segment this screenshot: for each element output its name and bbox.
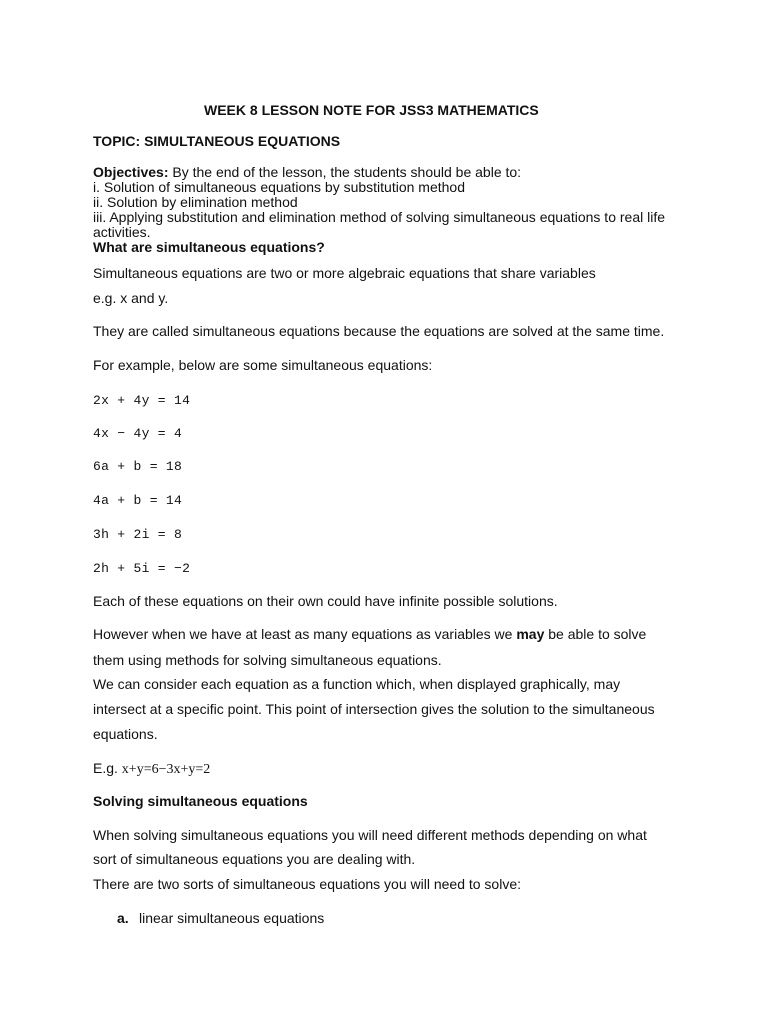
equation: 4a + b = 14 bbox=[93, 493, 183, 508]
equation: 4x − 4y = 4 bbox=[93, 426, 183, 441]
objectives-label: Objectives: bbox=[93, 164, 169, 180]
solving-heading: Solving simultaneous equations bbox=[93, 793, 308, 809]
definition-line: Simultaneous equations are two or more algebraic equations that share variables bbox=[93, 265, 596, 281]
infinite-paragraph: Each of these equations on their own could have infinite possible solutions. bbox=[93, 593, 558, 609]
however-line: them using methods for solving simultaneous equations. bbox=[93, 652, 442, 668]
what-heading: What are simultaneous equations? bbox=[93, 239, 325, 255]
however-text-after: be able to solve bbox=[544, 626, 647, 642]
list-item: linear simultaneous equations bbox=[139, 910, 325, 926]
consider-line: We can consider each equation as a function which, when displayed graphically, may bbox=[93, 676, 621, 692]
consider-line: equations. bbox=[93, 726, 158, 742]
objective-item-continuation: activities. bbox=[93, 224, 151, 240]
equation: 3h + 2i = 8 bbox=[93, 527, 183, 542]
called-paragraph: They are called simultaneous equations because the equations are solved at the same time. bbox=[93, 323, 665, 339]
objectives-intro-text: By the end of the lesson, the students should be able to: bbox=[168, 164, 522, 180]
solving-line: There are two sorts of simultaneous equations you will need to solve: bbox=[93, 876, 522, 892]
list-marker: a. bbox=[117, 910, 129, 926]
consider-line: intersect at a specific point. This point of intersection gives the solution to the simultaneous bbox=[93, 701, 655, 717]
document-title: WEEK 8 LESSON NOTE FOR JSS3 MATHEMATICS bbox=[204, 102, 539, 118]
definition-line: e.g. x and y. bbox=[93, 290, 169, 306]
equation: 2h + 5i = −2 bbox=[93, 561, 191, 576]
solving-line: sort of simultaneous equations you are dealing with. bbox=[93, 851, 416, 867]
topic-heading: TOPIC: SIMULTANEOUS EQUATIONS bbox=[93, 133, 341, 149]
objective-item: ii. Solution by elimination method bbox=[93, 194, 298, 210]
however-line bbox=[93, 626, 646, 643]
example-intro: For example, below are some simultaneous equations: bbox=[93, 357, 433, 373]
equation: 2x + 4y = 14 bbox=[93, 393, 191, 408]
however-emphasis: may bbox=[516, 626, 545, 642]
eg-formula: x+y=6−3x+y=2 bbox=[121, 762, 211, 777]
example-formula-line bbox=[93, 760, 210, 778]
objective-item: i. Solution of simultaneous equations by substitution method bbox=[93, 179, 466, 195]
objective-item: iii. Applying substitution and elimination method of solving simultaneous equations to real life bbox=[93, 209, 666, 225]
eg-label: E.g. bbox=[93, 760, 122, 776]
solving-line: When solving simultaneous equations you will need different methods depending on what bbox=[93, 827, 647, 843]
however-text-before: However when we have at least as many equations as variables we bbox=[93, 626, 517, 642]
equation: 6a + b = 18 bbox=[93, 459, 183, 474]
